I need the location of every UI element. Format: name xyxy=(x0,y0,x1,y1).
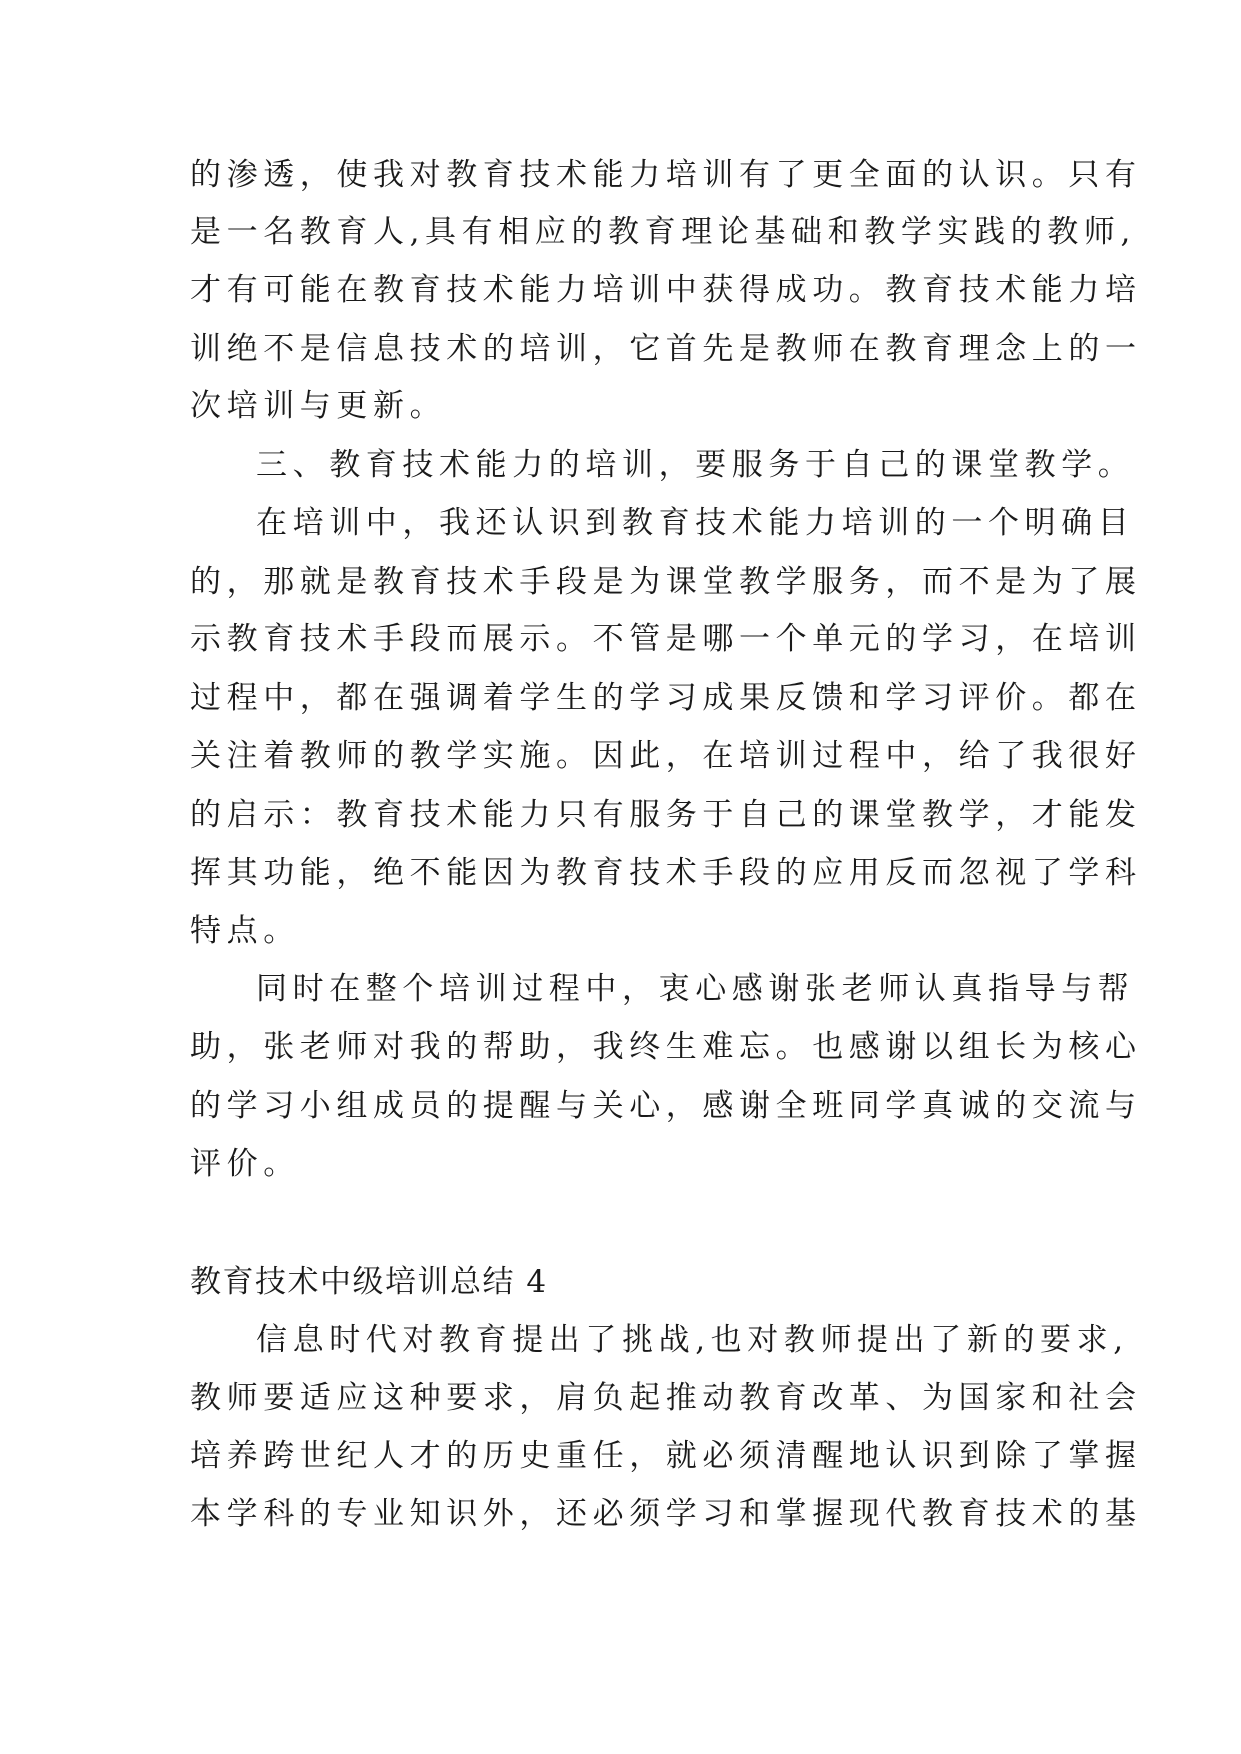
text-line: 的启示：教育技术能力只有服务于自己的课堂教学，才能发 xyxy=(190,797,1142,833)
text-line: 过程中，都在强调着学生的学习成果反馈和学习评价。都在 xyxy=(190,680,1142,716)
paragraph-start: 在培训中，我还认识到教育技术能力培训的一个明确目 xyxy=(256,505,1135,541)
text-line: 助，张老师对我的帮助，我终生难忘。也感谢以组长为核心 xyxy=(190,1029,1142,1065)
text-line: 评价。 xyxy=(190,1146,300,1182)
text-line: 培养跨世纪人才的历史重任，就必须清醒地认识到除了掌握 xyxy=(190,1438,1142,1474)
text-line: 本学科的专业知识外，还必须学习和掌握现代教育技术的基 xyxy=(190,1496,1142,1532)
text-line: 特点。 xyxy=(190,913,300,949)
text-line: 挥其功能，绝不能因为教育技术手段的应用反而忽视了学科 xyxy=(190,855,1142,891)
paragraph-start: 同时在整个培训过程中，衷心感谢张老师认真指导与帮 xyxy=(256,971,1135,1007)
text-line: 的渗透，使我对教育技术能力培训有了更全面的认识。只有 xyxy=(190,157,1142,193)
section-heading: 教育技术中级培训总结 4 xyxy=(190,1264,548,1300)
text-line: 次培训与更新。 xyxy=(190,388,447,424)
section-subheading: 三、教育技术能力的培训，要服务于自己的课堂教学。 xyxy=(256,447,1135,483)
text-line: 是一名教育人,具有相应的教育理论基础和教学实践的教师, xyxy=(190,214,1136,250)
text-line: 的，那就是教育技术手段是为课堂教学服务，而不是为了展 xyxy=(190,564,1142,600)
text-line: 示教育技术手段而展示。不管是哪一个单元的学习，在培训 xyxy=(190,621,1142,657)
text-line: 的学习小组成员的提醒与关心，感谢全班同学真诚的交流与 xyxy=(190,1088,1142,1124)
paragraph-start: 信息时代对教育提出了挑战,也对教师提出了新的要求, xyxy=(256,1322,1129,1358)
text-line: 关注着教师的教学实施。因此，在培训过程中，给了我很好 xyxy=(190,738,1142,774)
text-line: 才有可能在教育技术能力培训中获得成功。教育技术能力培 xyxy=(190,272,1142,308)
text-line: 训绝不是信息技术的培训，它首先是教师在教育理念上的一 xyxy=(190,331,1142,367)
text-line: 教师要适应这种要求，肩负起推动教育改革、为国家和社会 xyxy=(190,1380,1142,1416)
